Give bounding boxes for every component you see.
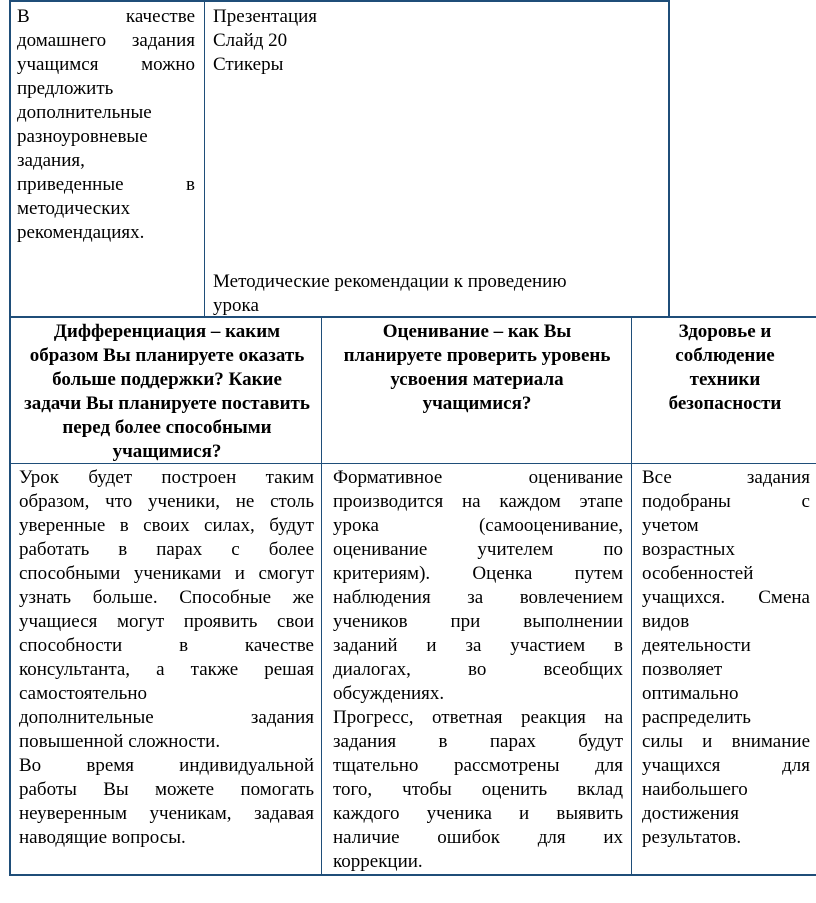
health-text [642,466,810,850]
border-bottom [10,874,816,876]
header-differentiation: Дифференциация – каким образом Вы планируете оказать больше поддержки? Какие задачи Вы планируете поставить перед более способными учащимися? [24,321,310,462]
border-col-2 [631,317,632,876]
border-col-1 [321,317,322,876]
text-line: работы Вы можете помогать [19,779,314,800]
text-line: учащихся. Смена [642,587,810,608]
resource-item: Слайд 20 [213,30,288,51]
assessment-text [333,466,623,874]
border-top-row-right [668,0,670,318]
resource-item: Презентация [213,6,318,27]
homework-line: задания, [17,150,85,171]
text-line: урока (самооценивание, [333,515,623,536]
text-line: диалогах, во всеобщих [333,659,623,680]
text-line: результатов. [642,827,742,848]
homework-line: предложить [17,78,114,99]
homework-line: приведенные в [17,174,195,195]
resources-cell [213,5,663,77]
homework-line: учащимся можно [17,54,195,75]
text-line: повышенной сложности. [19,731,221,752]
text-line: достижения [642,803,739,824]
text-line: консультанта, а также решая [19,659,314,680]
border-left [9,0,11,876]
text-line: оценивание учителем по [333,539,623,560]
methodical-line: Методические рекомендации к проведению [213,271,567,292]
methodical-recommendations [213,270,663,318]
differentiation-text [19,466,314,850]
text-line: Урок будет построен таким [19,467,314,488]
text-line: учащихся для [642,755,810,776]
border-top [10,0,670,2]
text-line: наибольшего [642,779,748,800]
text-line: учетом [642,515,699,536]
text-line: Формативное оценивание [333,467,623,488]
header-assessment: Оценивание – как Вы планируете проверить уровень усвоения материала учащимися? [343,321,611,414]
text-line: каждого ученика и выявить [333,803,623,824]
text-line: позволяет [642,659,723,680]
text-line: неуверенным ученикам, задавая [19,803,314,824]
text-line: деятельности [642,635,751,656]
text-line: критериям). Оценка путем [333,563,623,584]
text-line: силы и внимание [642,731,810,752]
text-line: видов [642,611,690,632]
resource-item: Стикеры [213,54,284,75]
text-line: работать в парах с более [19,539,314,560]
text-line: самостоятельно [19,683,148,704]
text-line: возрастных [642,539,735,560]
text-line: Прогресс, ответная реакция на [333,707,623,728]
text-line: образом, что ученики, не столь [19,491,314,512]
text-line: заданий и за участием в [333,635,623,656]
text-line: дополнительные задания [19,707,314,728]
text-line: способности в качестве [19,635,314,656]
text-line: производится на каждом этапе [333,491,623,512]
text-line: уверенные в своих силах, будут [19,515,314,536]
text-line: тщательно рассмотрены для [333,755,623,776]
text-line: задания в парах будут [333,731,623,752]
homework-line: методических [17,198,131,219]
text-line: оптимально [642,683,739,704]
border-top-row-divider [204,0,205,318]
text-line: узнать больше. Способные же [19,587,314,608]
text-line: наводящие вопросы. [19,827,186,848]
text-line: Все задания [642,467,810,488]
text-line: того, чтобы оценить вклад [333,779,623,800]
homework-line: домашнего задания [17,30,195,51]
header-health: Здоровье и соблюдение техники безопасности [668,321,782,414]
text-line: учеников при выполнении [333,611,623,632]
homework-line: разноуровневые [17,126,148,147]
homework-cell [17,5,195,245]
text-line: особенностей [642,563,754,584]
text-line: обсуждениях. [333,683,445,704]
methodical-line: урока [213,295,259,316]
homework-line: В качестве [17,6,195,27]
text-line: подобраны с [642,491,810,512]
text-line: учащиеся могут проявить свои [19,611,314,632]
text-line: коррекции. [333,851,423,872]
homework-line: дополнительные [17,102,152,123]
homework-line: рекомендациях. [17,222,145,243]
text-line: Во время индивидуальной [19,755,314,776]
text-line: распределить [642,707,751,728]
text-line: способными учениками и смогут [19,563,314,584]
text-line: наблюдения за вовлечением [333,587,623,608]
text-line: наличие ошибок для их [333,827,623,848]
